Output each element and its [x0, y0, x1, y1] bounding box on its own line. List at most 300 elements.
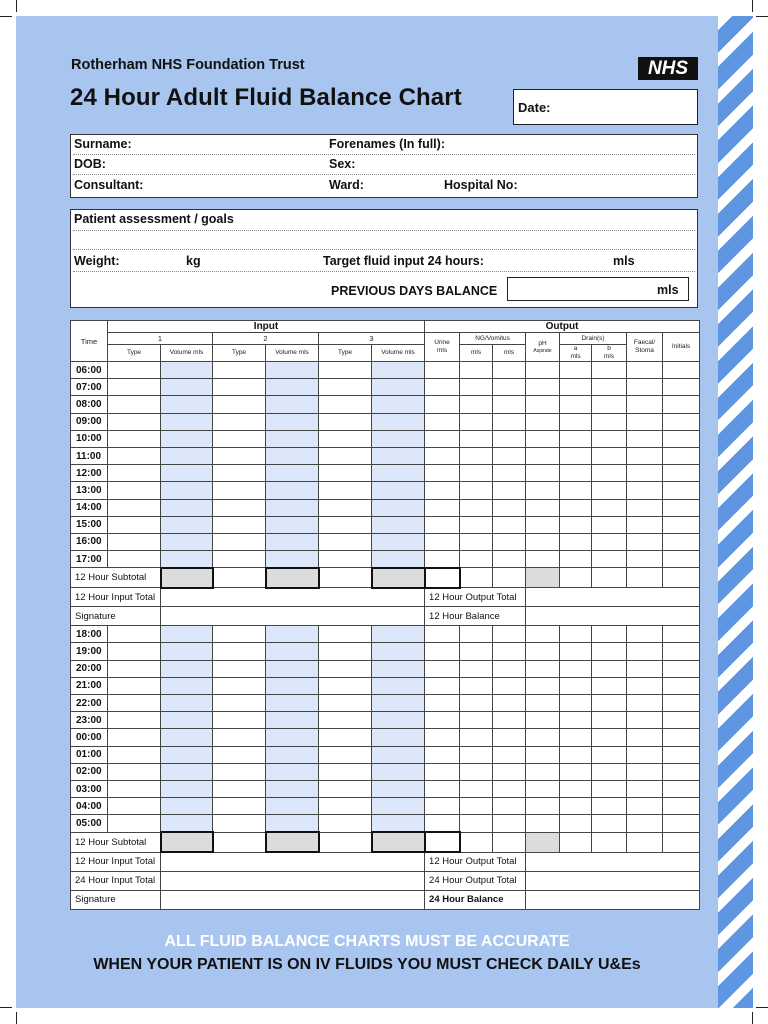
entry-cell[interactable] [213, 362, 266, 379]
volume-entry-cell[interactable] [161, 712, 213, 729]
entry-cell[interactable] [213, 626, 266, 643]
entry-cell[interactable] [526, 780, 560, 797]
total-entry-cell[interactable] [526, 890, 700, 909]
volume-entry-cell[interactable] [372, 746, 425, 763]
entry-cell[interactable] [663, 516, 700, 533]
entry-cell[interactable] [560, 626, 592, 643]
entry-cell[interactable] [560, 362, 592, 379]
entry-cell[interactable] [560, 643, 592, 660]
previous-balance-field[interactable] [507, 277, 689, 301]
entry-cell[interactable] [319, 482, 372, 499]
volume-entry-cell[interactable] [161, 695, 213, 712]
entry-cell[interactable] [460, 763, 493, 780]
entry-cell[interactable] [663, 533, 700, 550]
entry-cell[interactable] [425, 677, 460, 694]
entry-cell[interactable] [627, 626, 663, 643]
entry-cell[interactable] [319, 465, 372, 482]
entry-cell[interactable] [663, 626, 700, 643]
entry-cell[interactable] [663, 695, 700, 712]
entry-cell[interactable] [213, 551, 266, 568]
entry-cell[interactable] [592, 499, 627, 516]
volume-entry-cell[interactable] [372, 660, 425, 677]
entry-cell[interactable] [460, 798, 493, 815]
entry-cell[interactable] [108, 695, 161, 712]
entry-cell[interactable] [425, 712, 460, 729]
entry-cell[interactable] [592, 379, 627, 396]
volume-entry-cell[interactable] [161, 551, 213, 568]
entry-cell[interactable] [425, 379, 460, 396]
entry-cell[interactable] [319, 695, 372, 712]
entry-cell[interactable] [627, 551, 663, 568]
entry-cell[interactable] [425, 499, 460, 516]
total-entry-cell[interactable] [526, 588, 700, 607]
entry-cell[interactable] [560, 413, 592, 430]
entry-cell[interactable] [663, 712, 700, 729]
entry-cell[interactable] [213, 780, 266, 797]
volume-entry-cell[interactable] [266, 447, 319, 464]
entry-cell[interactable] [425, 798, 460, 815]
entry-cell[interactable] [425, 729, 460, 746]
subtotal-entry-cell[interactable] [425, 568, 460, 588]
entry-cell[interactable] [526, 379, 560, 396]
entry-cell[interactable] [108, 746, 161, 763]
entry-cell[interactable] [108, 362, 161, 379]
entry-cell[interactable] [460, 499, 493, 516]
entry-cell[interactable] [108, 447, 161, 464]
entry-cell[interactable] [460, 780, 493, 797]
target-input-label[interactable]: Target fluid input 24 hours: [323, 254, 484, 268]
entry-cell[interactable] [592, 447, 627, 464]
entry-cell[interactable] [460, 362, 493, 379]
volume-entry-cell[interactable] [161, 482, 213, 499]
entry-cell[interactable] [663, 379, 700, 396]
entry-cell[interactable] [526, 712, 560, 729]
volume-entry-cell[interactable] [266, 815, 319, 832]
entry-cell[interactable] [108, 643, 161, 660]
entry-cell[interactable] [526, 499, 560, 516]
entry-cell[interactable] [213, 815, 266, 832]
entry-cell[interactable] [627, 447, 663, 464]
total-entry-cell[interactable] [161, 852, 425, 871]
surname-label[interactable]: Surname: [74, 137, 132, 151]
entry-cell[interactable] [663, 660, 700, 677]
entry-cell[interactable] [460, 746, 493, 763]
entry-cell[interactable] [460, 677, 493, 694]
entry-cell[interactable] [493, 533, 526, 550]
entry-cell[interactable] [560, 465, 592, 482]
entry-cell[interactable] [592, 482, 627, 499]
volume-entry-cell[interactable] [161, 533, 213, 550]
entry-cell[interactable] [663, 413, 700, 430]
entry-cell[interactable] [425, 695, 460, 712]
entry-cell[interactable] [627, 763, 663, 780]
total-entry-cell[interactable] [161, 588, 425, 607]
sex-label[interactable]: Sex: [329, 157, 356, 171]
entry-cell[interactable] [425, 413, 460, 430]
entry-cell[interactable] [592, 626, 627, 643]
entry-cell[interactable] [108, 551, 161, 568]
entry-cell[interactable] [493, 551, 526, 568]
total-entry-cell[interactable] [161, 607, 425, 626]
entry-cell[interactable] [627, 643, 663, 660]
entry-cell[interactable] [493, 712, 526, 729]
entry-cell[interactable] [627, 660, 663, 677]
entry-cell[interactable] [213, 447, 266, 464]
total-entry-cell[interactable] [161, 890, 425, 909]
volume-entry-cell[interactable] [372, 482, 425, 499]
ward-label[interactable]: Ward: [329, 178, 364, 192]
entry-cell[interactable] [460, 660, 493, 677]
total-entry-cell[interactable] [526, 607, 700, 626]
volume-entry-cell[interactable] [266, 643, 319, 660]
volume-entry-cell[interactable] [161, 677, 213, 694]
date-field[interactable] [513, 89, 698, 125]
entry-cell[interactable] [213, 379, 266, 396]
entry-cell[interactable] [425, 780, 460, 797]
entry-cell[interactable] [108, 712, 161, 729]
subtotal-entry-cell[interactable] [592, 568, 627, 588]
volume-entry-cell[interactable] [266, 695, 319, 712]
subtotal-entry-cell[interactable] [460, 832, 493, 852]
subtotal-entry-cell[interactable] [319, 832, 372, 852]
entry-cell[interactable] [213, 746, 266, 763]
subtotal-entry-cell[interactable] [319, 568, 372, 588]
subtotal-entry-cell[interactable] [560, 832, 592, 852]
entry-cell[interactable] [213, 465, 266, 482]
hospital-no-label[interactable]: Hospital No: [444, 178, 518, 192]
entry-cell[interactable] [493, 516, 526, 533]
entry-cell[interactable] [213, 430, 266, 447]
entry-cell[interactable] [526, 362, 560, 379]
entry-cell[interactable] [560, 551, 592, 568]
entry-cell[interactable] [425, 465, 460, 482]
entry-cell[interactable] [108, 533, 161, 550]
entry-cell[interactable] [627, 430, 663, 447]
entry-cell[interactable] [560, 516, 592, 533]
entry-cell[interactable] [592, 746, 627, 763]
subtotal-entry-cell[interactable] [213, 568, 266, 588]
entry-cell[interactable] [108, 430, 161, 447]
entry-cell[interactable] [108, 660, 161, 677]
entry-cell[interactable] [213, 533, 266, 550]
entry-cell[interactable] [493, 677, 526, 694]
volume-entry-cell[interactable] [161, 379, 213, 396]
volume-entry-cell[interactable] [161, 746, 213, 763]
entry-cell[interactable] [663, 798, 700, 815]
entry-cell[interactable] [425, 533, 460, 550]
volume-entry-cell[interactable] [266, 729, 319, 746]
entry-cell[interactable] [493, 447, 526, 464]
entry-cell[interactable] [493, 465, 526, 482]
entry-cell[interactable] [460, 729, 493, 746]
entry-cell[interactable] [663, 815, 700, 832]
entry-cell[interactable] [592, 465, 627, 482]
entry-cell[interactable] [425, 746, 460, 763]
entry-cell[interactable] [460, 379, 493, 396]
entry-cell[interactable] [493, 362, 526, 379]
volume-entry-cell[interactable] [161, 626, 213, 643]
entry-cell[interactable] [560, 815, 592, 832]
entry-cell[interactable] [425, 763, 460, 780]
entry-cell[interactable] [108, 499, 161, 516]
entry-cell[interactable] [560, 533, 592, 550]
volume-entry-cell[interactable] [161, 660, 213, 677]
entry-cell[interactable] [425, 447, 460, 464]
entry-cell[interactable] [213, 413, 266, 430]
subtotal-entry-cell[interactable] [425, 832, 460, 852]
volume-entry-cell[interactable] [266, 499, 319, 516]
total-entry-cell[interactable] [526, 871, 700, 890]
entry-cell[interactable] [663, 729, 700, 746]
volume-entry-cell[interactable] [266, 413, 319, 430]
entry-cell[interactable] [627, 362, 663, 379]
entry-cell[interactable] [592, 396, 627, 413]
entry-cell[interactable] [560, 447, 592, 464]
volume-entry-cell[interactable] [161, 499, 213, 516]
entry-cell[interactable] [460, 533, 493, 550]
entry-cell[interactable] [627, 465, 663, 482]
entry-cell[interactable] [663, 763, 700, 780]
entry-cell[interactable] [493, 729, 526, 746]
entry-cell[interactable] [627, 482, 663, 499]
volume-entry-cell[interactable] [266, 396, 319, 413]
entry-cell[interactable] [560, 379, 592, 396]
entry-cell[interactable] [560, 499, 592, 516]
volume-entry-cell[interactable] [372, 626, 425, 643]
entry-cell[interactable] [319, 729, 372, 746]
entry-cell[interactable] [627, 677, 663, 694]
dob-label[interactable]: DOB: [74, 157, 106, 171]
entry-cell[interactable] [627, 396, 663, 413]
entry-cell[interactable] [526, 533, 560, 550]
volume-entry-cell[interactable] [266, 482, 319, 499]
entry-cell[interactable] [460, 815, 493, 832]
entry-cell[interactable] [592, 677, 627, 694]
entry-cell[interactable] [425, 815, 460, 832]
volume-entry-cell[interactable] [266, 362, 319, 379]
volume-entry-cell[interactable] [372, 763, 425, 780]
volume-entry-cell[interactable] [161, 763, 213, 780]
entry-cell[interactable] [425, 660, 460, 677]
entry-cell[interactable] [493, 499, 526, 516]
entry-cell[interactable] [108, 465, 161, 482]
entry-cell[interactable] [213, 660, 266, 677]
entry-cell[interactable] [526, 396, 560, 413]
entry-cell[interactable] [526, 815, 560, 832]
entry-cell[interactable] [663, 447, 700, 464]
entry-cell[interactable] [592, 712, 627, 729]
volume-entry-cell[interactable] [161, 516, 213, 533]
entry-cell[interactable] [663, 465, 700, 482]
entry-cell[interactable] [627, 499, 663, 516]
entry-cell[interactable] [663, 499, 700, 516]
entry-cell[interactable] [627, 798, 663, 815]
entry-cell[interactable] [425, 643, 460, 660]
entry-cell[interactable] [425, 396, 460, 413]
entry-cell[interactable] [425, 516, 460, 533]
entry-cell[interactable] [560, 729, 592, 746]
volume-entry-cell[interactable] [266, 677, 319, 694]
entry-cell[interactable] [108, 815, 161, 832]
subtotal-entry-cell[interactable] [460, 568, 493, 588]
entry-cell[interactable] [560, 798, 592, 815]
entry-cell[interactable] [560, 763, 592, 780]
volume-entry-cell[interactable] [266, 712, 319, 729]
entry-cell[interactable] [592, 551, 627, 568]
entry-cell[interactable] [460, 516, 493, 533]
subtotal-entry-cell[interactable] [627, 568, 663, 588]
entry-cell[interactable] [213, 712, 266, 729]
entry-cell[interactable] [627, 695, 663, 712]
entry-cell[interactable] [319, 413, 372, 430]
entry-cell[interactable] [460, 626, 493, 643]
volume-entry-cell[interactable] [266, 780, 319, 797]
entry-cell[interactable] [493, 798, 526, 815]
subtotal-entry-cell[interactable] [592, 832, 627, 852]
volume-entry-cell[interactable] [161, 465, 213, 482]
entry-cell[interactable] [560, 780, 592, 797]
entry-cell[interactable] [627, 746, 663, 763]
entry-cell[interactable] [213, 396, 266, 413]
entry-cell[interactable] [425, 551, 460, 568]
entry-cell[interactable] [319, 430, 372, 447]
entry-cell[interactable] [560, 677, 592, 694]
entry-cell[interactable] [663, 396, 700, 413]
entry-cell[interactable] [663, 780, 700, 797]
volume-entry-cell[interactable] [161, 815, 213, 832]
entry-cell[interactable] [627, 533, 663, 550]
volume-entry-cell[interactable] [372, 533, 425, 550]
entry-cell[interactable] [319, 362, 372, 379]
entry-cell[interactable] [460, 712, 493, 729]
entry-cell[interactable] [526, 763, 560, 780]
subtotal-entry-cell[interactable] [663, 568, 700, 588]
entry-cell[interactable] [319, 660, 372, 677]
entry-cell[interactable] [627, 815, 663, 832]
entry-cell[interactable] [627, 712, 663, 729]
volume-entry-cell[interactable] [372, 516, 425, 533]
entry-cell[interactable] [319, 396, 372, 413]
entry-cell[interactable] [493, 763, 526, 780]
entry-cell[interactable] [493, 430, 526, 447]
volume-entry-cell[interactable] [372, 677, 425, 694]
entry-cell[interactable] [493, 396, 526, 413]
entry-cell[interactable] [526, 430, 560, 447]
volume-entry-cell[interactable] [266, 660, 319, 677]
volume-entry-cell[interactable] [161, 430, 213, 447]
volume-entry-cell[interactable] [161, 362, 213, 379]
subtotal-entry-cell[interactable] [493, 568, 526, 588]
entry-cell[interactable] [213, 763, 266, 780]
entry-cell[interactable] [592, 516, 627, 533]
entry-cell[interactable] [663, 643, 700, 660]
entry-cell[interactable] [526, 729, 560, 746]
entry-cell[interactable] [460, 465, 493, 482]
entry-cell[interactable] [627, 729, 663, 746]
volume-entry-cell[interactable] [161, 798, 213, 815]
entry-cell[interactable] [592, 362, 627, 379]
entry-cell[interactable] [319, 780, 372, 797]
entry-cell[interactable] [213, 643, 266, 660]
subtotal-entry-cell[interactable] [560, 568, 592, 588]
entry-cell[interactable] [526, 465, 560, 482]
volume-entry-cell[interactable] [372, 643, 425, 660]
entry-cell[interactable] [460, 551, 493, 568]
forenames-label[interactable]: Forenames (In full): [329, 137, 445, 151]
entry-cell[interactable] [526, 695, 560, 712]
entry-cell[interactable] [663, 677, 700, 694]
volume-entry-cell[interactable] [372, 379, 425, 396]
entry-cell[interactable] [319, 379, 372, 396]
entry-cell[interactable] [460, 482, 493, 499]
total-entry-cell[interactable] [161, 871, 425, 890]
entry-cell[interactable] [213, 729, 266, 746]
entry-cell[interactable] [319, 447, 372, 464]
volume-entry-cell[interactable] [161, 729, 213, 746]
entry-cell[interactable] [213, 677, 266, 694]
entry-cell[interactable] [108, 413, 161, 430]
entry-cell[interactable] [319, 499, 372, 516]
entry-cell[interactable] [108, 482, 161, 499]
volume-entry-cell[interactable] [266, 430, 319, 447]
entry-cell[interactable] [319, 643, 372, 660]
entry-cell[interactable] [627, 379, 663, 396]
entry-cell[interactable] [560, 746, 592, 763]
entry-cell[interactable] [493, 695, 526, 712]
subtotal-entry-cell[interactable] [493, 832, 526, 852]
entry-cell[interactable] [592, 533, 627, 550]
entry-cell[interactable] [526, 798, 560, 815]
entry-cell[interactable] [108, 516, 161, 533]
volume-entry-cell[interactable] [266, 516, 319, 533]
volume-entry-cell[interactable] [372, 815, 425, 832]
entry-cell[interactable] [526, 413, 560, 430]
entry-cell[interactable] [213, 516, 266, 533]
subtotal-entry-cell[interactable] [213, 832, 266, 852]
entry-cell[interactable] [560, 712, 592, 729]
consultant-label[interactable]: Consultant: [74, 178, 144, 192]
entry-cell[interactable] [627, 516, 663, 533]
entry-cell[interactable] [493, 780, 526, 797]
volume-entry-cell[interactable] [372, 551, 425, 568]
entry-cell[interactable] [319, 551, 372, 568]
entry-cell[interactable] [319, 815, 372, 832]
entry-cell[interactable] [493, 379, 526, 396]
entry-cell[interactable] [592, 780, 627, 797]
volume-entry-cell[interactable] [161, 780, 213, 797]
entry-cell[interactable] [319, 516, 372, 533]
volume-entry-cell[interactable] [372, 712, 425, 729]
entry-cell[interactable] [526, 643, 560, 660]
volume-entry-cell[interactable] [266, 551, 319, 568]
subtotal-entry-cell[interactable] [663, 832, 700, 852]
entry-cell[interactable] [460, 447, 493, 464]
entry-cell[interactable] [460, 643, 493, 660]
volume-entry-cell[interactable] [161, 447, 213, 464]
entry-cell[interactable] [627, 413, 663, 430]
subtotal-entry-cell[interactable] [627, 832, 663, 852]
entry-cell[interactable] [319, 798, 372, 815]
entry-cell[interactable] [592, 660, 627, 677]
entry-cell[interactable] [526, 516, 560, 533]
entry-cell[interactable] [560, 695, 592, 712]
volume-entry-cell[interactable] [161, 643, 213, 660]
volume-entry-cell[interactable] [372, 465, 425, 482]
entry-cell[interactable] [592, 643, 627, 660]
entry-cell[interactable] [460, 695, 493, 712]
weight-label[interactable]: Weight: [74, 254, 120, 268]
entry-cell[interactable] [663, 551, 700, 568]
